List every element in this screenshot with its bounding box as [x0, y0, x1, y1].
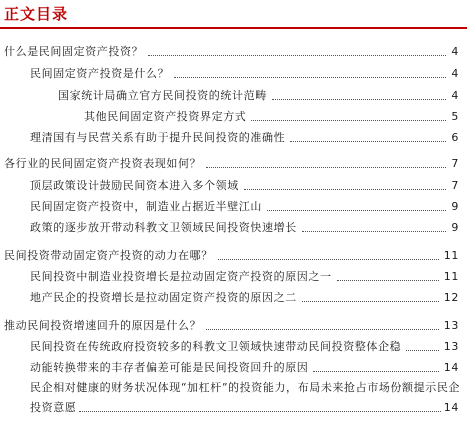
toc-entry[interactable] [4, 316, 459, 336]
toc-page-number: 5 [451, 110, 459, 123]
toc-entry[interactable] [30, 358, 459, 378]
toc-entry-text: 民间投资中制造业投资增长是拉动固定资产投资的原因之一 [30, 267, 334, 287]
toc-entry[interactable] [30, 337, 459, 357]
toc-entry[interactable] [4, 154, 459, 174]
toc-entry-text: 政策的逐步放开带动科教文卫领域民间投资快速增长 [30, 218, 299, 238]
toc-entry-text: 什么是民间固定资产投资？ [4, 42, 145, 62]
toc-entry-text: 民间固定资产投资是什么？ [30, 64, 171, 84]
toc-page-number: 11 [443, 249, 459, 262]
toc-entry-text: 理清国有与民营关系有助于提升民间投资的准确性 [30, 128, 287, 148]
toc-entry-text: 推动民间投资增速回升的原因是什么？ [4, 316, 203, 336]
toc-entry-text: 民企相对健康的财务状况体现“加杠杆”的投资能力，布局未来抢占市场份额提示民企 [30, 381, 461, 394]
toc-entry-text: 民间投资在传统政府投资较多的科教文卫领域快速带动民间投资整体企稳 [30, 337, 403, 357]
toc-entry-text-continued: 投资意愿 [30, 401, 77, 414]
toc-entry[interactable] [4, 246, 459, 266]
leader-dots [302, 300, 439, 302]
leader-dots [302, 230, 447, 232]
toc-entry[interactable] [30, 64, 459, 84]
toc-title: 正文目录 [4, 5, 69, 23]
leader-dots [174, 76, 446, 78]
leader-dots [272, 98, 447, 100]
toc-page-number: 13 [443, 340, 459, 353]
toc-entry-text: 民间投资带动固定资产投资的动力在哪？ [4, 246, 215, 266]
leader-dots [218, 258, 439, 260]
toc-entry-text: 顶层政策设计鼓励民间资本进入多个领域 [30, 176, 241, 196]
toc-entry-text: 地产民企的投资增长是拉动固定资产投资的原因之二 [30, 288, 299, 308]
toc-page-number: 9 [451, 221, 459, 234]
toc-page-number: 7 [451, 157, 459, 170]
toc-page-number: 7 [451, 179, 459, 192]
leader-dots [267, 209, 446, 211]
toc-entry-text: 动能转换带来的丰存者偏差可能是民间投资回升的原因 [30, 358, 310, 378]
toc-entry[interactable] [30, 218, 459, 238]
toc-page-number: 12 [443, 291, 459, 304]
leader-dots [206, 166, 446, 168]
toc-entry[interactable] [30, 128, 459, 148]
leader-dots [206, 328, 439, 330]
toc-page-number: 4 [451, 89, 459, 102]
toc-page-number: 6 [451, 131, 459, 144]
toc-entry[interactable] [84, 107, 459, 127]
leader-dots [313, 370, 438, 372]
toc-entry[interactable] [58, 86, 459, 106]
leader-dots [290, 140, 446, 142]
leader-dots [406, 349, 439, 351]
leader-dots [79, 411, 440, 412]
toc-entry[interactable] [30, 176, 459, 196]
leader-dots [148, 54, 446, 56]
toc-page-number: 4 [451, 45, 459, 58]
toc-page-number: 4 [451, 67, 459, 80]
toc-page-number: 9 [451, 200, 459, 213]
leader-dots [337, 279, 439, 281]
title-rule [0, 27, 467, 29]
toc-entry[interactable] [30, 197, 459, 217]
toc-entry-text: 民间固定资产投资中，制造业占据近半壁江山 [30, 197, 264, 217]
toc-entry[interactable] [30, 267, 459, 287]
toc-page-number: 11 [443, 270, 459, 283]
toc-entry[interactable] [30, 378, 459, 418]
toc-entry-text: 其他民间固定资产投资界定方式 [84, 107, 248, 127]
toc-entry[interactable] [4, 42, 459, 62]
toc-page-number: 13 [443, 319, 459, 332]
toc-page-number: 14 [443, 361, 459, 374]
toc-page-number: 14 [443, 401, 459, 414]
toc-entry[interactable] [30, 288, 459, 308]
toc-entry-text: 各行业的民间固定资产投资表现如何？ [4, 154, 203, 174]
leader-dots [251, 119, 446, 121]
leader-dots [244, 188, 447, 190]
toc-entry-text: 国家统计局确立官方民间投资的统计范畴 [58, 86, 269, 106]
